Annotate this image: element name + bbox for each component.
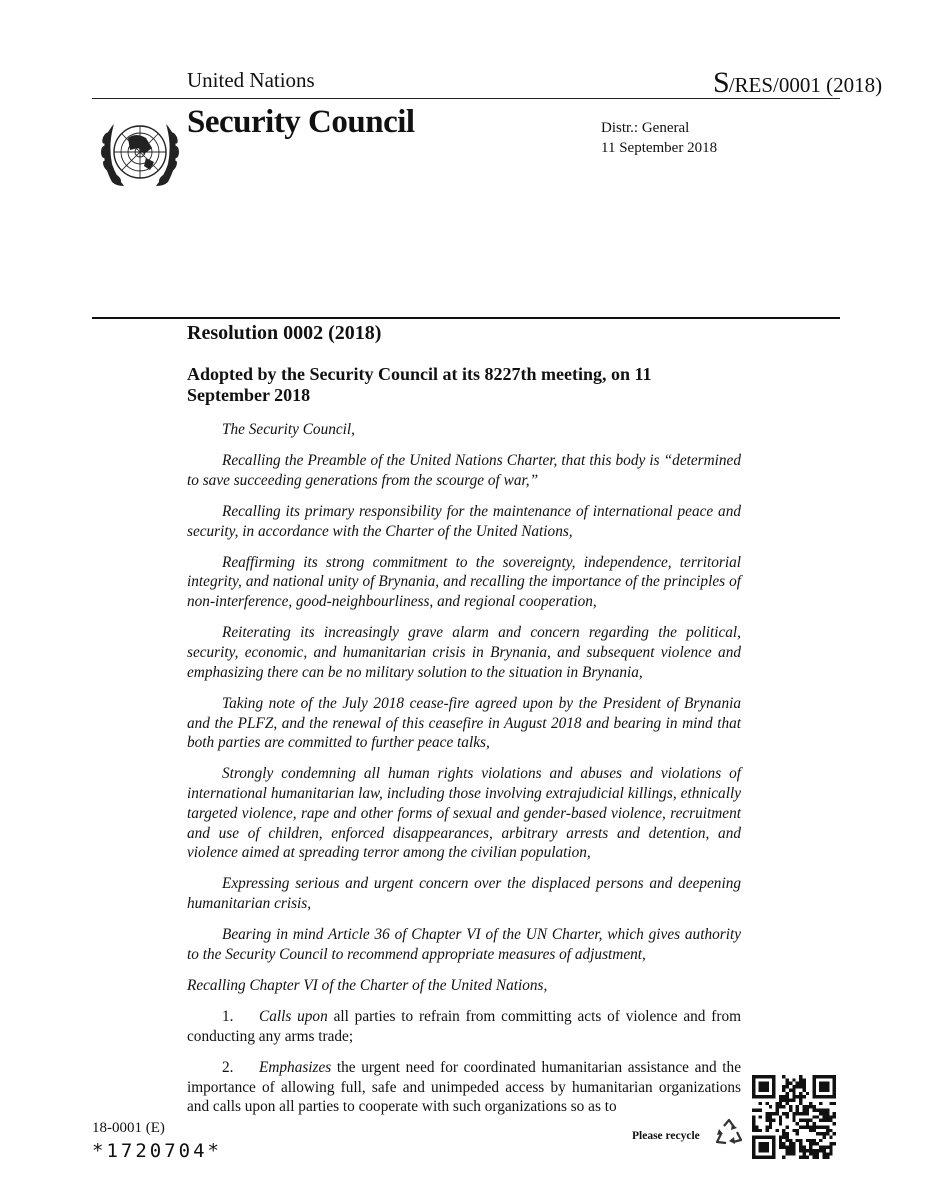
operative-text: the urgent need for coordinated humanitarian assistance and the importance of allowing full, safe and unimpeded access by humanitarian organizations and calls upon all parties to cooperate with such organizations so as to [187, 1058, 741, 1116]
resolution-title: Resolution 0002 (2018) [187, 322, 382, 344]
qr-code-icon [752, 1075, 836, 1159]
last-preambular-paragraph: Recalling Chapter VI of the Charter of the United Nations, [187, 977, 548, 995]
title-rule [92, 317, 840, 319]
operative-text: all parties to refrain from committing acts of violence and from conducting any arms trade; [187, 1008, 741, 1045]
document-symbol [713, 66, 882, 100]
resolution-body [187, 420, 741, 1128]
distribution-label: Distr.: General [601, 120, 690, 136]
organization-name: United Nations [187, 68, 315, 92]
opening-clause: The Security Council, [222, 421, 355, 438]
preambular-paragraph: Taking note of the July 2018 cease-fire agreed upon by the President of Brynania and the PLFZ, and the renewal of this ceasefire in August 2018 and bearing in mind that both parties are committed to further peace talks, [187, 694, 741, 752]
header-rule [92, 98, 840, 99]
organ-title: Security Council [187, 104, 415, 140]
preambular-paragraph: Recalling its primary responsibility for the maintenance of international peace and security, in accordance with the Charter of the United Nations, [187, 502, 741, 540]
preambular-paragraph: Strongly condemning all human rights violations and abuses and violations of international humanitarian law, including those involving extrajudicial killings, ethnically targeted violence, rape and other forms of sexual and gender-based violence, recruitment and use of children, enforced disappearances, arbitrary arrests and detention, and violence aimed at spreading terror among the civilian population, [187, 765, 741, 862]
paragraph-number: 2. [222, 1058, 234, 1076]
recycle-label: Please recycle [632, 1130, 700, 1142]
preambular-paragraph: Reiterating its increasingly grave alarm and concern regarding the political, security, economic, and humanitarian crisis in Brynania, and subsequent violence and emphasizing there can be no military solution to the situation in Brynania, [187, 624, 741, 681]
issue-date: 11 September 2018 [601, 140, 718, 156]
operative-paragraph [187, 1058, 741, 1117]
preambular-paragraph: Recalling the Preamble of the United Nations Charter, that this body is “determined to save succeeding generations from the scourge of war,” [187, 451, 741, 489]
un-emblem-icon [94, 108, 186, 200]
operative-verb: Emphasizes [259, 1058, 332, 1076]
preambular-paragraph: Reaffirming its strong commitment to the sovereignty, independence, territorial integrity, and national unity of Brynania, and recalling the importance of the principles of non-interference, good-neighbourliness, and regional cooperation, [187, 553, 741, 611]
document-number: 18-0001 (E) [92, 1120, 165, 1136]
distribution-block [601, 118, 717, 158]
recycle-icon [712, 1116, 746, 1150]
preambular-paragraph: Expressing serious and urgent concern over the displaced persons and deepening humanitarian crisis, [187, 875, 741, 913]
symbol-prefix: S [713, 66, 729, 99]
operative-paragraph [187, 1007, 741, 1047]
preambular-paragraph: Bearing in mind Article 36 of Chapter VI of the UN Charter, which gives authority to the Security Council to recommend appropriate measures of adjustment, [187, 926, 741, 964]
paragraph-number: 1. [222, 1008, 234, 1025]
symbol-rest: /RES/0001 (2018) [728, 73, 883, 97]
operative-verb: Calls upon [259, 1008, 328, 1025]
adoption-statement: Adopted by the Security Council at its 8227th meeting, on 11 September 2018 [187, 364, 652, 405]
barcode-text: *1720704* [92, 1140, 222, 1162]
